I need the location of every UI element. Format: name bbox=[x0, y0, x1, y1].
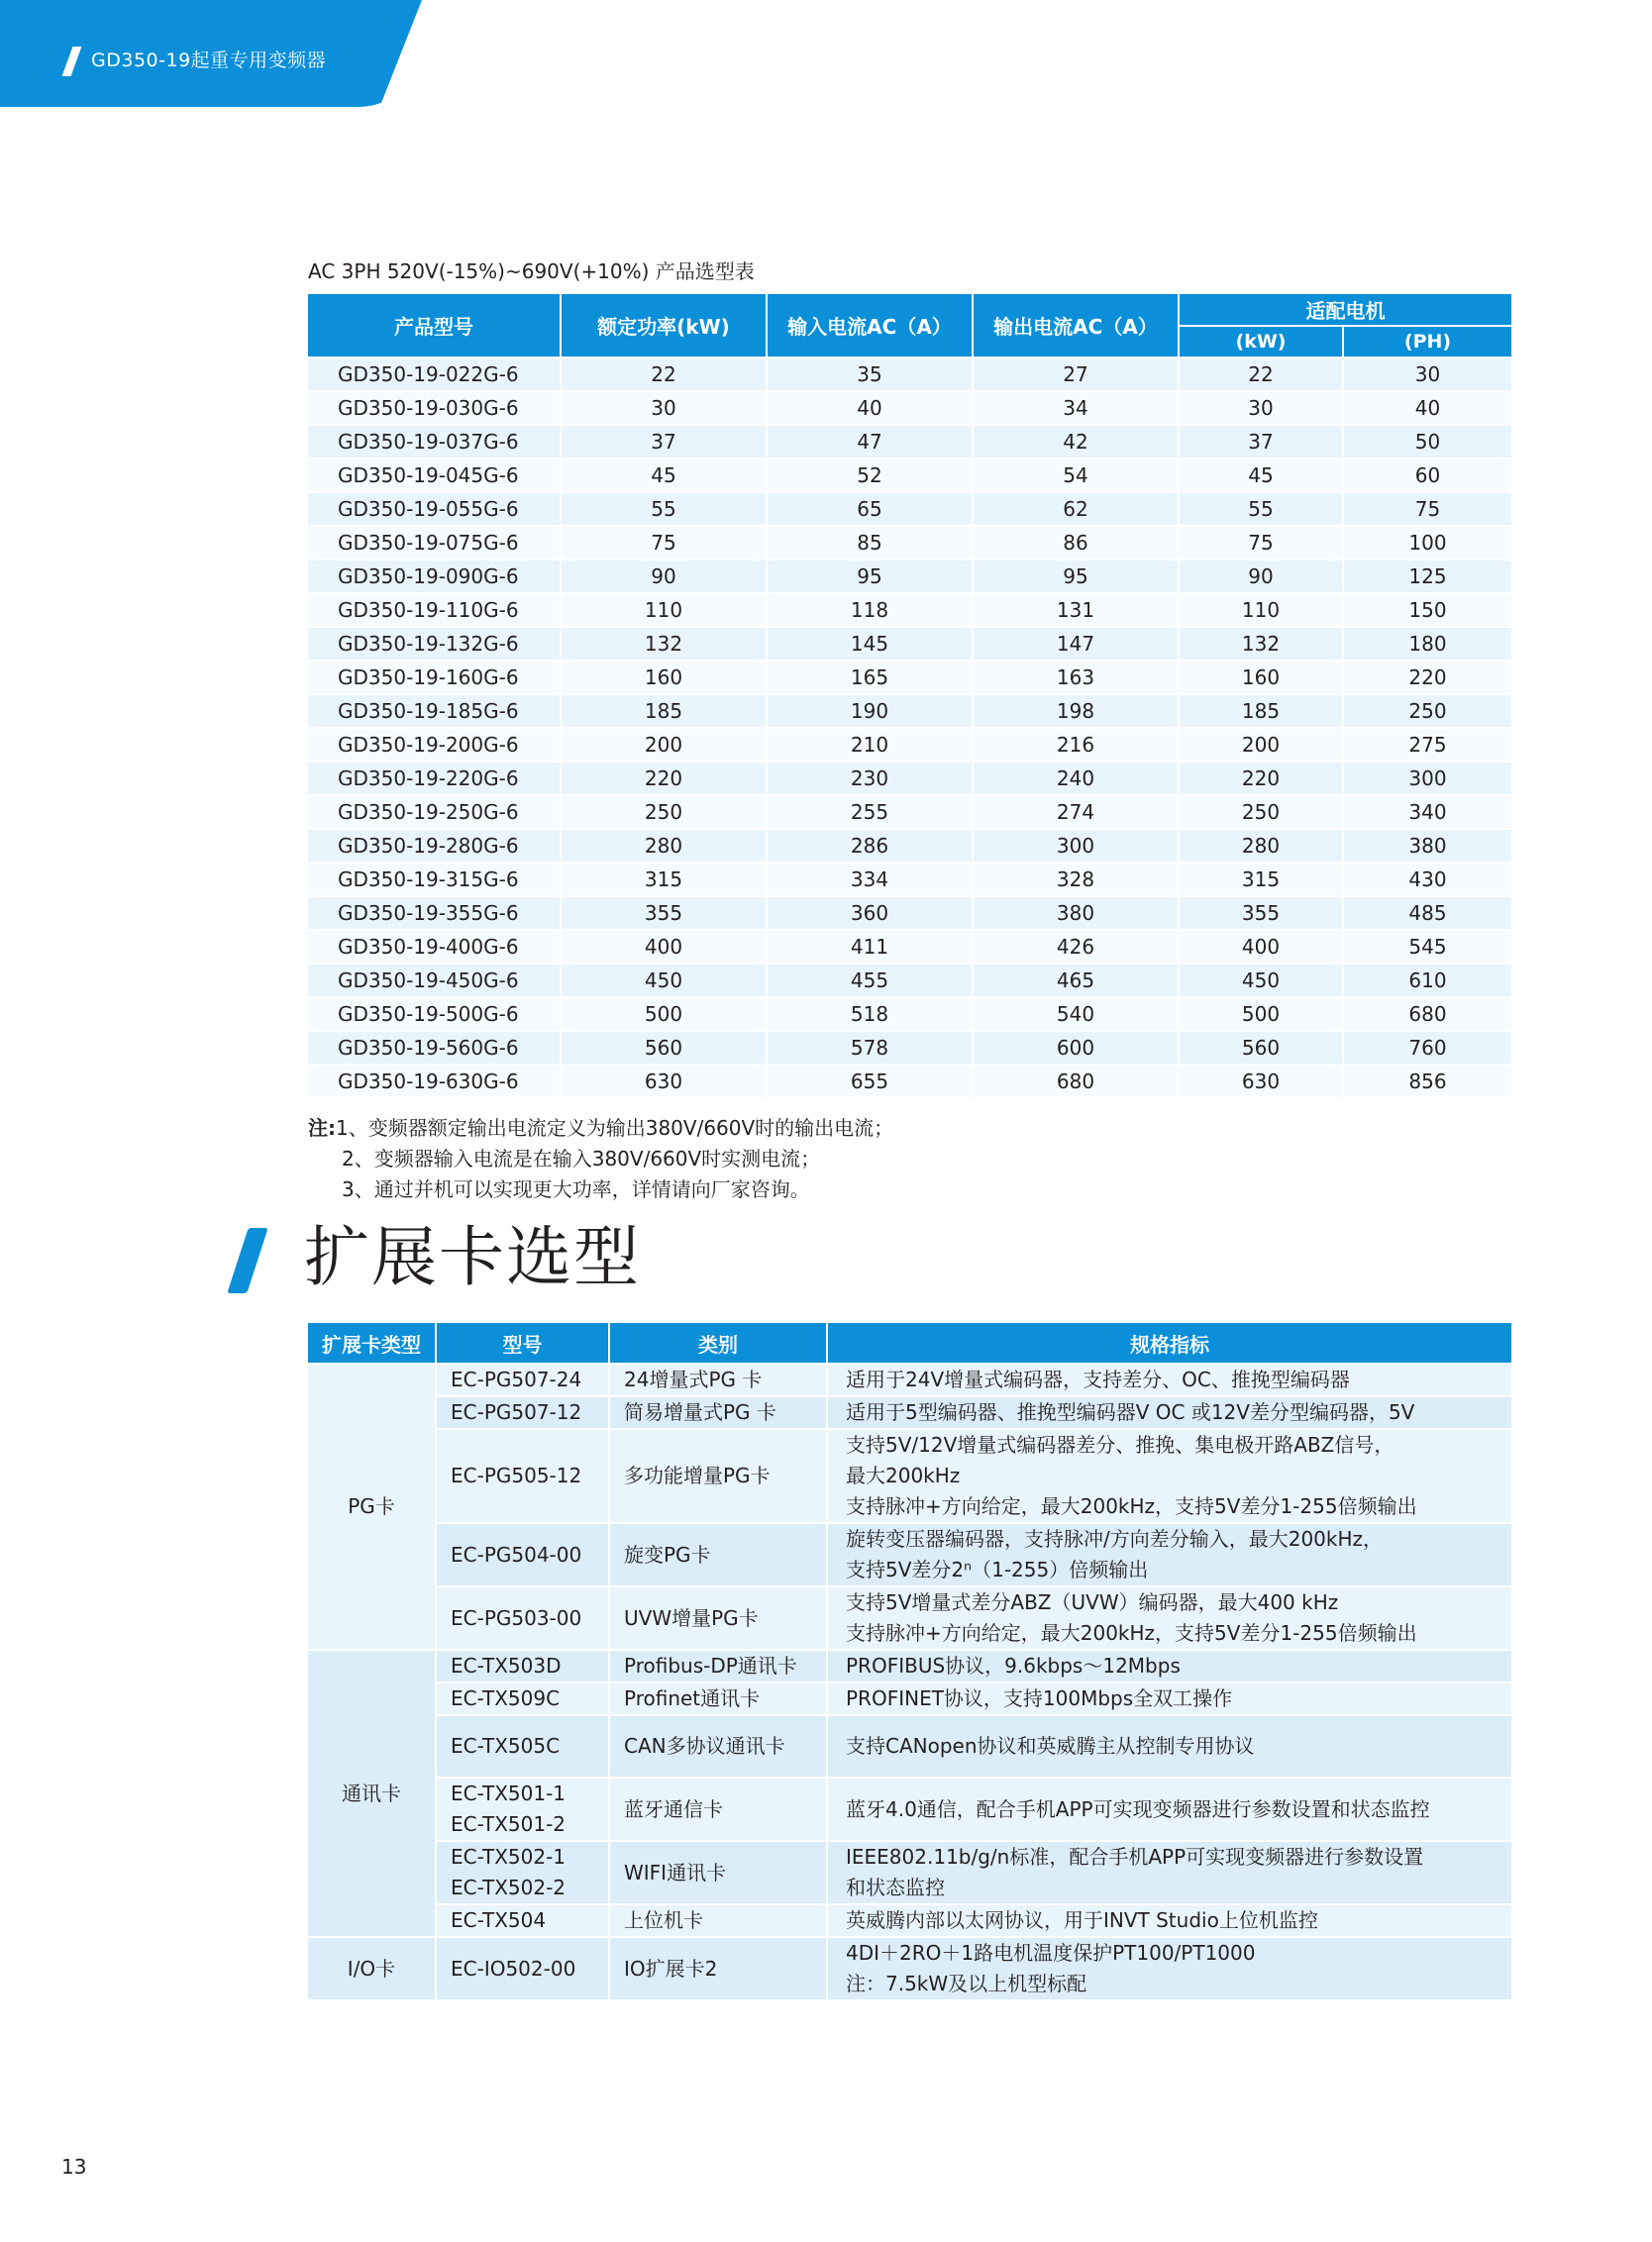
card-category-cell: UVW增量PG卡 bbox=[610, 1587, 828, 1651]
table-row bbox=[308, 1938, 1511, 2001]
table-cell: 240 bbox=[974, 763, 1180, 796]
table-cell: 160 bbox=[562, 662, 768, 695]
table-caption: AC 3PH 520V(-15%)~690V(+10%) 产品选型表 bbox=[308, 259, 755, 283]
table-row bbox=[308, 459, 1511, 493]
table-cell: 54 bbox=[974, 459, 1180, 493]
table-cell: 300 bbox=[974, 830, 1180, 864]
card-type-cell: I/O卡 bbox=[308, 1938, 437, 2001]
card-model-cell bbox=[437, 1365, 610, 1397]
table-cell: GD350-19-075G-6 bbox=[308, 527, 562, 560]
card-model: EC-PG505-12 bbox=[451, 1464, 582, 1487]
table-cell: GD350-19-280G-6 bbox=[308, 830, 562, 864]
col-header-output: 输出电流AC（A） bbox=[974, 294, 1180, 358]
table-cell: 450 bbox=[1180, 965, 1344, 998]
table-row bbox=[308, 1683, 1511, 1716]
table-row bbox=[308, 392, 1511, 426]
table-row bbox=[308, 1842, 1511, 1905]
table-row bbox=[308, 1651, 1511, 1683]
table-cell: 280 bbox=[1180, 830, 1344, 864]
table-cell: 400 bbox=[1180, 931, 1344, 965]
table-cell: 86 bbox=[974, 527, 1180, 560]
table-row bbox=[308, 1524, 1511, 1587]
card-model-cell bbox=[437, 1779, 610, 1842]
table-row bbox=[308, 763, 1511, 796]
table-row bbox=[308, 1397, 1511, 1430]
card-spec-line: 英威腾内部以太网协议，用于INVT Studio上位机监控 bbox=[846, 1908, 1318, 1932]
card-spec-cell bbox=[828, 1779, 1511, 1842]
table-cell: GD350-19-400G-6 bbox=[308, 931, 562, 965]
table-cell: 500 bbox=[1180, 998, 1344, 1032]
table-cell: 110 bbox=[562, 594, 768, 628]
card-category-cell: 简易增量式PG 卡 bbox=[610, 1397, 828, 1430]
table-cell: 40 bbox=[1344, 392, 1511, 426]
table-cell: 220 bbox=[562, 763, 768, 796]
table-cell: GD350-19-090G-6 bbox=[308, 560, 562, 594]
table-cell: 95 bbox=[974, 560, 1180, 594]
table-cell: 100 bbox=[1344, 527, 1511, 560]
card-model: EC-TX509C bbox=[451, 1686, 561, 1710]
card-spec-line: 支持CANopen协议和英威腾主从控制专用协议 bbox=[846, 1734, 1255, 1758]
card-spec-line: 适用于24V增量式编码器，支持差分、OC、推挽型编码器 bbox=[846, 1368, 1350, 1391]
table-cell: GD350-19-315G-6 bbox=[308, 864, 562, 897]
card-type-cell: 通讯卡 bbox=[308, 1651, 437, 1938]
col-header-card-spec: 规格指标 bbox=[828, 1323, 1511, 1365]
card-spec-line: 最大200kHz bbox=[846, 1464, 961, 1487]
table-cell: GD350-19-630G-6 bbox=[308, 1066, 562, 1099]
table-row bbox=[308, 965, 1511, 998]
table-row bbox=[308, 358, 1511, 392]
notes bbox=[308, 1113, 893, 1205]
card-spec-cell bbox=[828, 1716, 1511, 1779]
card-category-cell: Profinet通讯卡 bbox=[610, 1683, 828, 1716]
table-cell: 578 bbox=[768, 1032, 974, 1066]
card-model-cell bbox=[437, 1683, 610, 1716]
card-spec-line: 支持5V差分2ⁿ（1-255）倍频输出 bbox=[846, 1558, 1149, 1581]
page-number: 13 bbox=[61, 2155, 87, 2179]
table-cell: 426 bbox=[974, 931, 1180, 965]
card-spec-line: 支持5V/12V增量式编码器差分、推挽、集电极开路ABZ信号， bbox=[846, 1433, 1394, 1457]
table-cell: 85 bbox=[768, 527, 974, 560]
table-cell: 30 bbox=[1344, 358, 1511, 392]
table-row bbox=[308, 998, 1511, 1032]
col-header-power: 额定功率(kW) bbox=[562, 294, 768, 358]
table-cell: GD350-19-220G-6 bbox=[308, 763, 562, 796]
table-row bbox=[308, 729, 1511, 763]
table-cell: 30 bbox=[562, 392, 768, 426]
table-cell: 180 bbox=[1344, 628, 1511, 662]
col-header-model: 产品型号 bbox=[308, 294, 562, 358]
section-title: 扩展卡选型 bbox=[304, 1219, 641, 1295]
table-row bbox=[308, 628, 1511, 662]
card-spec-line: 适用于5型编码器、推挽型编码器V OC 或12V差分型编码器，5V bbox=[846, 1400, 1415, 1424]
table-cell: GD350-19-355G-6 bbox=[308, 897, 562, 931]
table-cell: GD350-19-110G-6 bbox=[308, 594, 562, 628]
table-cell: 680 bbox=[1344, 998, 1511, 1032]
note-line bbox=[308, 1144, 893, 1174]
table-row bbox=[308, 695, 1511, 729]
table-cell: 95 bbox=[768, 560, 974, 594]
table-row bbox=[308, 1066, 1511, 1099]
table-cell: 250 bbox=[562, 796, 768, 830]
table-cell: GD350-19-132G-6 bbox=[308, 628, 562, 662]
table-cell: 600 bbox=[974, 1032, 1180, 1066]
card-spec-cell bbox=[828, 1651, 1511, 1683]
card-spec-line: 蓝牙4.0通信，配合手机APP可实现变频器进行参数设置和状态监控 bbox=[846, 1796, 1430, 1821]
table-cell: 27 bbox=[974, 358, 1180, 392]
table-cell: 220 bbox=[1344, 662, 1511, 695]
table-cell: 160 bbox=[1180, 662, 1344, 695]
card-spec-line: 支持5V增量式差分ABZ（UVW）编码器，最大400 kHz bbox=[846, 1590, 1339, 1614]
card-category-cell: 上位机卡 bbox=[610, 1905, 828, 1938]
table-cell: GD350-19-022G-6 bbox=[308, 358, 562, 392]
table-cell: 47 bbox=[768, 426, 974, 459]
table-cell: 42 bbox=[974, 426, 1180, 459]
card-model: EC-PG507-24 bbox=[451, 1368, 582, 1391]
note-item: 3、通过并机可以实现更大功率，详情请向厂家咨询。 bbox=[342, 1177, 810, 1201]
col-header-card-model: 型号 bbox=[437, 1323, 610, 1365]
table-cell: 380 bbox=[1344, 830, 1511, 864]
table-cell: 132 bbox=[562, 628, 768, 662]
card-model-cell bbox=[437, 1716, 610, 1779]
table-cell: 200 bbox=[562, 729, 768, 763]
col-header-input: 输入电流AC（A） bbox=[768, 294, 974, 358]
table-row bbox=[308, 527, 1511, 560]
card-category-cell: WIFI通讯卡 bbox=[610, 1842, 828, 1905]
table-cell: 250 bbox=[1344, 695, 1511, 729]
table-cell: 250 bbox=[1180, 796, 1344, 830]
table-row bbox=[308, 594, 1511, 628]
table-cell: 75 bbox=[1180, 527, 1344, 560]
table-cell: 630 bbox=[562, 1066, 768, 1099]
table-cell: 37 bbox=[1180, 426, 1344, 459]
table-cell: 125 bbox=[1344, 560, 1511, 594]
card-spec-cell bbox=[828, 1905, 1511, 1938]
card-spec-cell bbox=[828, 1365, 1511, 1397]
notes-label: 注: bbox=[308, 1116, 336, 1140]
table-cell: GD350-19-055G-6 bbox=[308, 493, 562, 527]
table-cell: 275 bbox=[1344, 729, 1511, 763]
table-cell: 856 bbox=[1344, 1066, 1511, 1099]
card-model: EC-TX505C bbox=[451, 1734, 561, 1758]
table-cell: 50 bbox=[1344, 426, 1511, 459]
table-row bbox=[308, 1032, 1511, 1066]
card-model: EC-TX502-1 bbox=[451, 1845, 567, 1869]
table-cell: 55 bbox=[1180, 493, 1344, 527]
table-cell: 150 bbox=[1344, 594, 1511, 628]
note-item: 1、变频器额定输出电流定义为输出380V/660V时的输出电流； bbox=[336, 1116, 894, 1140]
table-cell: GD350-19-045G-6 bbox=[308, 459, 562, 493]
card-model-cell bbox=[437, 1842, 610, 1905]
card-model: EC-TX504 bbox=[451, 1908, 547, 1932]
table-cell: 328 bbox=[974, 864, 1180, 897]
table-cell: 255 bbox=[768, 796, 974, 830]
note-line bbox=[308, 1174, 893, 1205]
card-model: EC-PG503-00 bbox=[451, 1605, 582, 1630]
table-cell: 22 bbox=[1180, 358, 1344, 392]
table-cell: 455 bbox=[768, 965, 974, 998]
table-cell: 147 bbox=[974, 628, 1180, 662]
table-cell: 400 bbox=[562, 931, 768, 965]
card-model: EC-PG507-12 bbox=[451, 1400, 582, 1424]
table-cell: 360 bbox=[768, 897, 974, 931]
table-cell: 163 bbox=[974, 662, 1180, 695]
card-model: EC-TX501-1 bbox=[451, 1782, 567, 1805]
table-row bbox=[308, 864, 1511, 897]
table-cell: 430 bbox=[1344, 864, 1511, 897]
table-cell: 185 bbox=[1180, 695, 1344, 729]
table-cell: GD350-19-250G-6 bbox=[308, 796, 562, 830]
table-row bbox=[308, 1587, 1511, 1651]
expansion-card-table bbox=[308, 1323, 1511, 2001]
col-header-card-category: 类别 bbox=[610, 1323, 828, 1365]
table-cell: 55 bbox=[562, 493, 768, 527]
table-cell: 540 bbox=[974, 998, 1180, 1032]
table-cell: GD350-19-185G-6 bbox=[308, 695, 562, 729]
card-model: EC-TX502-2 bbox=[451, 1876, 567, 1899]
card-spec-cell bbox=[828, 1524, 1511, 1587]
card-category-cell: 24增量式PG 卡 bbox=[610, 1365, 828, 1397]
table-row bbox=[308, 796, 1511, 830]
card-model: EC-TX501-2 bbox=[451, 1812, 567, 1836]
table-cell: 286 bbox=[768, 830, 974, 864]
table-cell: 34 bbox=[974, 392, 1180, 426]
table-cell: 40 bbox=[768, 392, 974, 426]
table-row bbox=[308, 1365, 1511, 1397]
card-category-cell: 蓝牙通信卡 bbox=[610, 1779, 828, 1842]
table-cell: 30 bbox=[1180, 392, 1344, 426]
table-cell: 62 bbox=[974, 493, 1180, 527]
card-spec-line: PROFINET协议，支持100Mbps全双工操作 bbox=[846, 1686, 1233, 1710]
table-cell: 210 bbox=[768, 729, 974, 763]
table-row bbox=[308, 830, 1511, 864]
table-cell: GD350-19-200G-6 bbox=[308, 729, 562, 763]
table-cell: 760 bbox=[1344, 1032, 1511, 1066]
card-category-cell: 旋变PG卡 bbox=[610, 1524, 828, 1587]
card-spec-cell bbox=[828, 1938, 1511, 2001]
table-cell: 165 bbox=[768, 662, 974, 695]
table-cell: 200 bbox=[1180, 729, 1344, 763]
product-table-body bbox=[308, 358, 1511, 1099]
table-cell: 680 bbox=[974, 1066, 1180, 1099]
table-cell: 220 bbox=[1180, 763, 1344, 796]
table-cell: 315 bbox=[562, 864, 768, 897]
card-spec-cell bbox=[828, 1430, 1511, 1524]
table-cell: 118 bbox=[768, 594, 974, 628]
section-slash-mark bbox=[227, 1228, 267, 1293]
card-spec-line: 支持脉冲+方向给定，最大200kHz，支持5V差分1-255倍频输出 bbox=[846, 1494, 1417, 1518]
table-cell: 485 bbox=[1344, 897, 1511, 931]
card-spec-line: IEEE802.11b/g/n标准，配合手机APP可实现变频器进行参数设置 bbox=[846, 1845, 1424, 1869]
table-cell: 560 bbox=[1180, 1032, 1344, 1066]
card-type-cell: PG卡 bbox=[308, 1365, 437, 1651]
table-cell: 655 bbox=[768, 1066, 974, 1099]
table-cell: 22 bbox=[562, 358, 768, 392]
product-selection-table bbox=[308, 294, 1511, 1099]
table-cell: 518 bbox=[768, 998, 974, 1032]
table-cell: 37 bbox=[562, 426, 768, 459]
table-cell: 355 bbox=[562, 897, 768, 931]
table-cell: GD350-19-037G-6 bbox=[308, 426, 562, 459]
card-spec-line: 旋转变压器编码器，支持脉冲/方向差分输入，最大200kHz， bbox=[846, 1527, 1384, 1551]
table-cell: 131 bbox=[974, 594, 1180, 628]
table-cell: 300 bbox=[1344, 763, 1511, 796]
table-cell: 35 bbox=[768, 358, 974, 392]
card-model-cell bbox=[437, 1587, 610, 1651]
table-cell: 411 bbox=[768, 931, 974, 965]
table-cell: 230 bbox=[768, 763, 974, 796]
table-cell: 110 bbox=[1180, 594, 1344, 628]
table-cell: 190 bbox=[768, 695, 974, 729]
card-model: EC-IO502-00 bbox=[451, 1956, 576, 1981]
expansion-table-body bbox=[308, 1365, 1511, 2001]
table-cell: 132 bbox=[1180, 628, 1344, 662]
table-cell: GD350-19-450G-6 bbox=[308, 965, 562, 998]
table-cell: GD350-19-160G-6 bbox=[308, 662, 562, 695]
table-cell: GD350-19-500G-6 bbox=[308, 998, 562, 1032]
col-header-card-type: 扩展卡类型 bbox=[308, 1323, 437, 1365]
card-spec-cell bbox=[828, 1683, 1511, 1716]
table-cell: 500 bbox=[562, 998, 768, 1032]
card-model-cell bbox=[437, 1651, 610, 1683]
table-row bbox=[308, 931, 1511, 965]
card-category-cell: CAN多协议通讯卡 bbox=[610, 1716, 828, 1779]
col-header-motor: 适配电机 bbox=[1180, 294, 1511, 327]
card-spec-line: 和状态监控 bbox=[846, 1876, 945, 1899]
col-header-motor-kw: (kW) bbox=[1180, 327, 1344, 358]
table-row bbox=[308, 493, 1511, 527]
table-cell: 198 bbox=[974, 695, 1180, 729]
table-cell: 65 bbox=[768, 493, 974, 527]
card-category-cell: 多功能增量PG卡 bbox=[610, 1430, 828, 1524]
table-cell: 340 bbox=[1344, 796, 1511, 830]
card-model: EC-TX503D bbox=[451, 1654, 562, 1678]
card-category-cell: IO扩展卡2 bbox=[610, 1938, 828, 2001]
table-cell: 145 bbox=[768, 628, 974, 662]
table-cell: 75 bbox=[1344, 493, 1511, 527]
table-row bbox=[308, 1779, 1511, 1842]
table-cell: 274 bbox=[974, 796, 1180, 830]
card-spec-line: 4DI＋2RO＋1路电机温度保护PT100/PT1000 bbox=[846, 1941, 1256, 1965]
table-row bbox=[308, 1430, 1511, 1524]
card-spec-cell bbox=[828, 1587, 1511, 1651]
table-cell: 545 bbox=[1344, 931, 1511, 965]
card-spec-line: 支持脉冲+方向给定，最大200kHz，支持5V差分1-255倍频输出 bbox=[846, 1621, 1417, 1645]
table-cell: 334 bbox=[768, 864, 974, 897]
card-model-cell bbox=[437, 1397, 610, 1430]
table-cell: 450 bbox=[562, 965, 768, 998]
table-cell: 380 bbox=[974, 897, 1180, 931]
table-cell: 45 bbox=[1180, 459, 1344, 493]
table-cell: 315 bbox=[1180, 864, 1344, 897]
table-cell: 90 bbox=[1180, 560, 1344, 594]
table-cell: 610 bbox=[1344, 965, 1511, 998]
table-row bbox=[308, 897, 1511, 931]
table-cell: 75 bbox=[562, 527, 768, 560]
card-model-cell bbox=[437, 1938, 610, 2001]
table-row bbox=[308, 560, 1511, 594]
card-category-cell: Profibus-DP通讯卡 bbox=[610, 1651, 828, 1683]
card-spec-cell bbox=[828, 1397, 1511, 1430]
card-spec-line: 注：7.5kW及以上机型标配 bbox=[846, 1972, 1087, 1995]
card-spec-line: PROFIBUS协议，9.6kbps～12Mbps bbox=[846, 1654, 1181, 1678]
card-spec-cell bbox=[828, 1842, 1511, 1905]
table-cell: 90 bbox=[562, 560, 768, 594]
table-row bbox=[308, 662, 1511, 695]
table-cell: 355 bbox=[1180, 897, 1344, 931]
card-model-cell bbox=[437, 1430, 610, 1524]
table-cell: GD350-19-030G-6 bbox=[308, 392, 562, 426]
table-row bbox=[308, 1905, 1511, 1938]
table-cell: 280 bbox=[562, 830, 768, 864]
table-row bbox=[308, 426, 1511, 459]
card-model-cell bbox=[437, 1524, 610, 1587]
table-cell: 52 bbox=[768, 459, 974, 493]
table-row bbox=[308, 1716, 1511, 1779]
table-cell: 216 bbox=[974, 729, 1180, 763]
table-cell: 630 bbox=[1180, 1066, 1344, 1099]
note-item: 2、变频器输入电流是在输入380V/660V时实测电流； bbox=[342, 1147, 821, 1171]
table-cell: 60 bbox=[1344, 459, 1511, 493]
card-model: EC-PG504-00 bbox=[451, 1542, 582, 1567]
col-header-motor-ph: (PH) bbox=[1344, 327, 1511, 358]
table-cell: 185 bbox=[562, 695, 768, 729]
table-cell: 45 bbox=[562, 459, 768, 493]
header-title: GD350-19起重专用变频器 bbox=[91, 50, 327, 71]
card-model-cell bbox=[437, 1905, 610, 1938]
table-cell: GD350-19-560G-6 bbox=[308, 1032, 562, 1066]
table-cell: 465 bbox=[974, 965, 1180, 998]
table-cell: 560 bbox=[562, 1032, 768, 1066]
note-line bbox=[308, 1113, 893, 1144]
